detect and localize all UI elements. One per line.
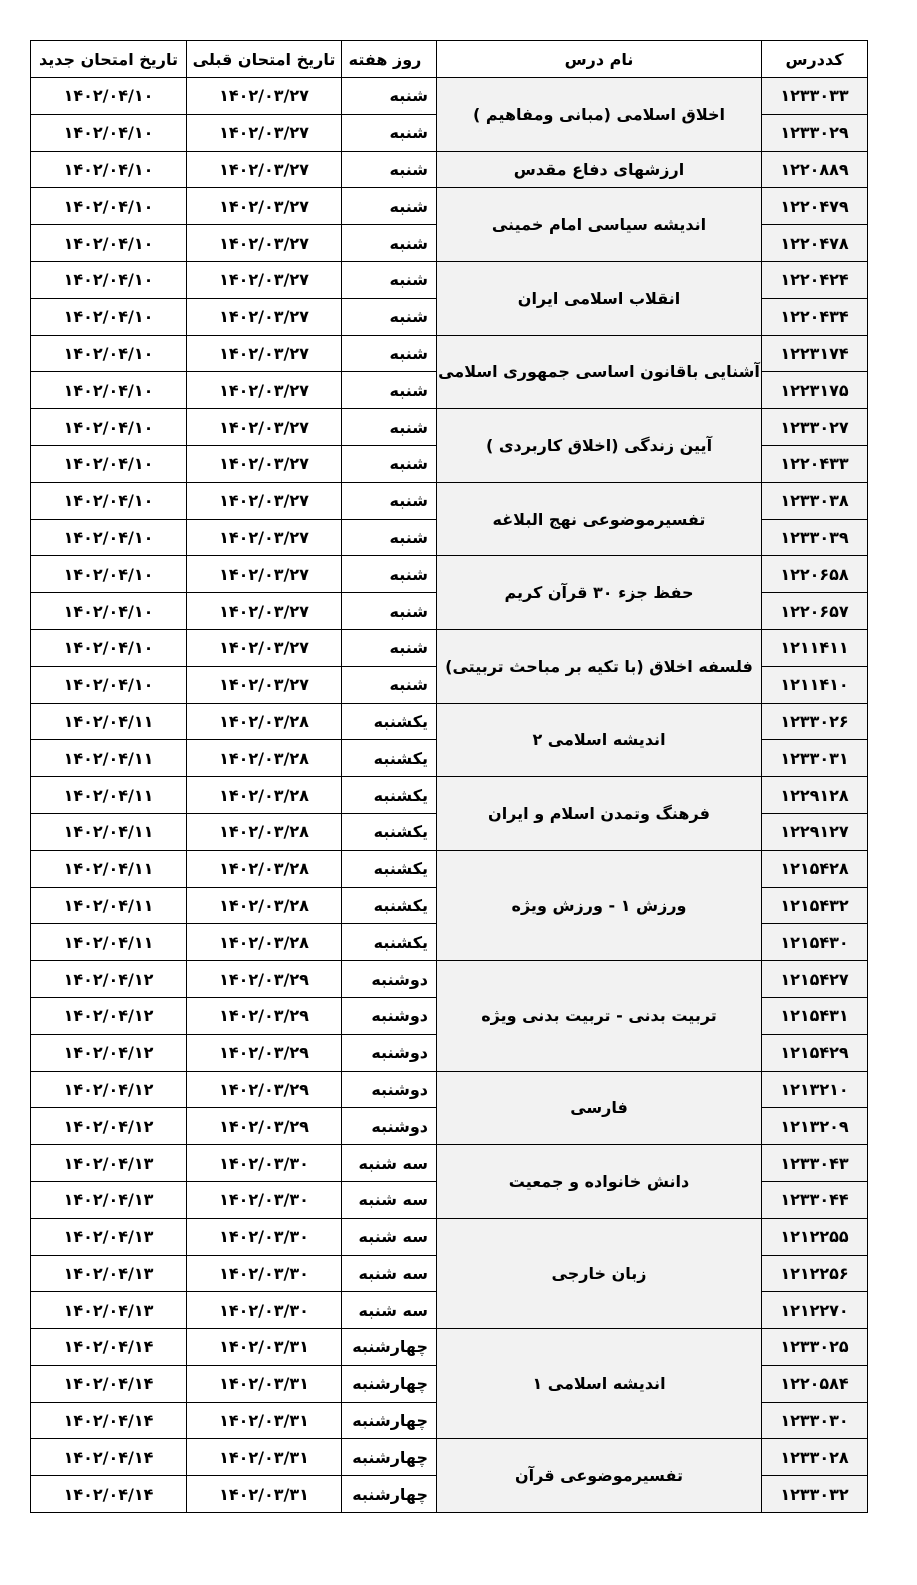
weekday: سه شنبه	[342, 1181, 437, 1218]
header-course-code: کددرس	[762, 41, 868, 78]
weekday: شنبه	[342, 335, 437, 372]
new-exam-date: ۱۴۰۲/۰۴/۱۰	[31, 335, 187, 372]
course-name: اخلاق اسلامی (مبانی ومفاهیم )	[437, 78, 762, 152]
course-code: ۱۲۱۲۲۵۶	[762, 1255, 868, 1292]
new-exam-date: ۱۴۰۲/۰۴/۱۴	[31, 1365, 187, 1402]
weekday: دوشنبه	[342, 961, 437, 998]
weekday: شنبه	[342, 151, 437, 188]
new-exam-date: ۱۴۰۲/۰۴/۱۱	[31, 813, 187, 850]
new-exam-date: ۱۴۰۲/۰۴/۱۴	[31, 1439, 187, 1476]
weekday: شنبه	[342, 482, 437, 519]
old-exam-date: ۱۴۰۲/۰۳/۳۱	[187, 1329, 342, 1366]
course-code: ۱۲۲۰۴۲۴	[762, 261, 868, 298]
new-exam-date: ۱۴۰۲/۰۴/۱۰	[31, 78, 187, 115]
course-code: ۱۲۱۵۴۳۲	[762, 887, 868, 924]
course-code: ۱۲۲۳۱۷۵	[762, 372, 868, 409]
header-row	[31, 41, 868, 78]
table-row	[31, 1145, 868, 1182]
weekday: شنبه	[342, 409, 437, 446]
old-exam-date: ۱۴۰۲/۰۳/۲۹	[187, 961, 342, 998]
course-code: ۱۲۳۳۰۲۹	[762, 114, 868, 151]
new-exam-date: ۱۴۰۲/۰۴/۱۴	[31, 1329, 187, 1366]
course-code: ۱۲۳۳۰۳۸	[762, 482, 868, 519]
weekday: شنبه	[342, 593, 437, 630]
course-name: ارزشهای دفاع مقدس	[437, 151, 762, 188]
weekday: یکشنبه	[342, 703, 437, 740]
old-exam-date: ۱۴۰۲/۰۳/۲۷	[187, 556, 342, 593]
new-exam-date: ۱۴۰۲/۰۴/۱۲	[31, 997, 187, 1034]
weekday: شنبه	[342, 556, 437, 593]
new-exam-date: ۱۴۰۲/۰۴/۱۰	[31, 372, 187, 409]
old-exam-date: ۱۴۰۲/۰۳/۲۷	[187, 225, 342, 262]
table-row	[31, 777, 868, 814]
new-exam-date: ۱۴۰۲/۰۴/۱۰	[31, 556, 187, 593]
new-exam-date: ۱۴۰۲/۰۴/۱۰	[31, 261, 187, 298]
new-exam-date: ۱۴۰۲/۰۴/۱۰	[31, 629, 187, 666]
weekday: شنبه	[342, 78, 437, 115]
old-exam-date: ۱۴۰۲/۰۳/۳۰	[187, 1292, 342, 1329]
weekday: شنبه	[342, 188, 437, 225]
new-exam-date: ۱۴۰۲/۰۴/۱۱	[31, 777, 187, 814]
course-name: آیین زندگی (اخلاق کاربردی )	[437, 409, 762, 483]
old-exam-date: ۱۴۰۲/۰۳/۲۷	[187, 445, 342, 482]
old-exam-date: ۱۴۰۲/۰۳/۳۰	[187, 1218, 342, 1255]
new-exam-date: ۱۴۰۲/۰۴/۱۱	[31, 850, 187, 887]
table-row	[31, 482, 868, 519]
old-exam-date: ۱۴۰۲/۰۳/۲۷	[187, 482, 342, 519]
new-exam-date: ۱۴۰۲/۰۴/۱۰	[31, 666, 187, 703]
new-exam-date: ۱۴۰۲/۰۴/۱۳	[31, 1218, 187, 1255]
course-code: ۱۲۳۳۰۳۱	[762, 740, 868, 777]
new-exam-date: ۱۴۰۲/۰۴/۱۰	[31, 445, 187, 482]
new-exam-date: ۱۴۰۲/۰۴/۱۳	[31, 1181, 187, 1218]
old-exam-date: ۱۴۰۲/۰۳/۲۷	[187, 188, 342, 225]
course-name: دانش خانواده و جمعیت	[437, 1145, 762, 1219]
table-row	[31, 335, 868, 372]
course-code: ۱۲۳۳۰۳۰	[762, 1402, 868, 1439]
weekday: شنبه	[342, 225, 437, 262]
weekday: شنبه	[342, 666, 437, 703]
weekday: شنبه	[342, 629, 437, 666]
course-code: ۱۲۳۳۰۴۳	[762, 1145, 868, 1182]
new-exam-date: ۱۴۰۲/۰۴/۱۰	[31, 225, 187, 262]
new-exam-date: ۱۴۰۲/۰۴/۱۰	[31, 188, 187, 225]
old-exam-date: ۱۴۰۲/۰۳/۲۹	[187, 1108, 342, 1145]
course-code: ۱۲۳۳۰۴۴	[762, 1181, 868, 1218]
course-code: ۱۲۱۳۲۱۰	[762, 1071, 868, 1108]
course-code: ۱۲۱۲۲۷۰	[762, 1292, 868, 1329]
weekday: شنبه	[342, 372, 437, 409]
weekday: شنبه	[342, 298, 437, 335]
course-code: ۱۲۳۳۰۲۵	[762, 1329, 868, 1366]
table-row	[31, 556, 868, 593]
table-row	[31, 1218, 868, 1255]
header-course-name: نام درس	[437, 41, 762, 78]
weekday: یکشنبه	[342, 887, 437, 924]
header-new-date: تاریخ امتحان جدید	[31, 41, 187, 78]
table-row	[31, 703, 868, 740]
course-code: ۱۲۱۱۴۱۰	[762, 666, 868, 703]
table-row	[31, 78, 868, 115]
new-exam-date: ۱۴۰۲/۰۴/۱۱	[31, 740, 187, 777]
new-exam-date: ۱۴۰۲/۰۴/۱۰	[31, 409, 187, 446]
new-exam-date: ۱۴۰۲/۰۴/۱۰	[31, 519, 187, 556]
old-exam-date: ۱۴۰۲/۰۳/۲۷	[187, 629, 342, 666]
course-name: تفسیرموضوعی نهج البلاغه	[437, 482, 762, 556]
new-exam-date: ۱۴۰۲/۰۴/۱۲	[31, 1034, 187, 1071]
old-exam-date: ۱۴۰۲/۰۳/۲۸	[187, 703, 342, 740]
weekday: شنبه	[342, 445, 437, 482]
weekday: چهارشنبه	[342, 1329, 437, 1366]
course-code: ۱۲۲۹۱۲۷	[762, 813, 868, 850]
new-exam-date: ۱۴۰۲/۰۴/۱۲	[31, 1071, 187, 1108]
old-exam-date: ۱۴۰۲/۰۳/۲۸	[187, 924, 342, 961]
table-row	[31, 961, 868, 998]
table-row	[31, 629, 868, 666]
weekday: دوشنبه	[342, 1034, 437, 1071]
course-code: ۱۲۲۳۱۷۴	[762, 335, 868, 372]
new-exam-date: ۱۴۰۲/۰۴/۱۰	[31, 593, 187, 630]
course-name: اندیشه سیاسی امام خمینی	[437, 188, 762, 262]
table-row	[31, 261, 868, 298]
course-code: ۱۲۱۵۴۳۱	[762, 997, 868, 1034]
old-exam-date: ۱۴۰۲/۰۳/۲۷	[187, 409, 342, 446]
table-row	[31, 409, 868, 446]
weekday: یکشنبه	[342, 924, 437, 961]
old-exam-date: ۱۴۰۲/۰۳/۲۷	[187, 261, 342, 298]
course-code: ۱۲۱۱۴۱۱	[762, 629, 868, 666]
table-header	[31, 41, 868, 78]
course-code: ۱۲۲۰۴۳۴	[762, 298, 868, 335]
course-name: فلسفه اخلاق (با تکیه بر مباحث تربیتی)	[437, 629, 762, 703]
weekday: دوشنبه	[342, 1071, 437, 1108]
course-name: فارسی	[437, 1071, 762, 1145]
new-exam-date: ۱۴۰۲/۰۴/۱۲	[31, 1108, 187, 1145]
table-body	[31, 78, 868, 1513]
course-name: آشنایی باقانون اساسی جمهوری اسلامی	[437, 335, 762, 409]
course-name: زبان خارجی	[437, 1218, 762, 1328]
weekday: یکشنبه	[342, 813, 437, 850]
weekday: سه شنبه	[342, 1292, 437, 1329]
weekday: دوشنبه	[342, 997, 437, 1034]
course-name: اندیشه اسلامی ۱	[437, 1329, 762, 1439]
new-exam-date: ۱۴۰۲/۰۴/۱۰	[31, 151, 187, 188]
old-exam-date: ۱۴۰۲/۰۳/۳۰	[187, 1255, 342, 1292]
table-row	[31, 188, 868, 225]
course-code: ۱۲۲۰۴۷۹	[762, 188, 868, 225]
course-code: ۱۲۱۳۲۰۹	[762, 1108, 868, 1145]
new-exam-date: ۱۴۰۲/۰۴/۱۰	[31, 114, 187, 151]
old-exam-date: ۱۴۰۲/۰۳/۲۷	[187, 593, 342, 630]
table-row	[31, 1439, 868, 1476]
course-code: ۱۲۲۰۵۸۴	[762, 1365, 868, 1402]
old-exam-date: ۱۴۰۲/۰۳/۲۸	[187, 887, 342, 924]
weekday: سه شنبه	[342, 1255, 437, 1292]
new-exam-date: ۱۴۰۲/۰۴/۱۰	[31, 298, 187, 335]
old-exam-date: ۱۴۰۲/۰۳/۲۷	[187, 372, 342, 409]
old-exam-date: ۱۴۰۲/۰۳/۲۸	[187, 850, 342, 887]
exam-schedule-table	[30, 40, 868, 1513]
old-exam-date: ۱۴۰۲/۰۳/۲۷	[187, 519, 342, 556]
table-row	[31, 850, 868, 887]
weekday: شنبه	[342, 261, 437, 298]
old-exam-date: ۱۴۰۲/۰۳/۲۹	[187, 1071, 342, 1108]
weekday: چهارشنبه	[342, 1402, 437, 1439]
new-exam-date: ۱۴۰۲/۰۴/۱۴	[31, 1476, 187, 1513]
course-name: تربیت بدنی - تربیت بدنی ویژه	[437, 961, 762, 1071]
course-code: ۱۲۲۰۸۸۹	[762, 151, 868, 188]
table-row	[31, 1329, 868, 1366]
weekday: شنبه	[342, 519, 437, 556]
new-exam-date: ۱۴۰۲/۰۴/۱۳	[31, 1292, 187, 1329]
course-code: ۱۲۱۲۲۵۵	[762, 1218, 868, 1255]
new-exam-date: ۱۴۰۲/۰۴/۱۳	[31, 1145, 187, 1182]
new-exam-date: ۱۴۰۲/۰۴/۱۴	[31, 1402, 187, 1439]
old-exam-date: ۱۴۰۲/۰۳/۳۱	[187, 1439, 342, 1476]
old-exam-date: ۱۴۰۲/۰۳/۲۸	[187, 813, 342, 850]
course-code: ۱۲۳۳۰۳۹	[762, 519, 868, 556]
weekday: سه شنبه	[342, 1218, 437, 1255]
weekday: یکشنبه	[342, 850, 437, 887]
weekday: چهارشنبه	[342, 1365, 437, 1402]
header-day: روز هفته	[342, 41, 437, 78]
course-name: اندیشه اسلامی ۲	[437, 703, 762, 777]
old-exam-date: ۱۴۰۲/۰۳/۲۷	[187, 151, 342, 188]
weekday: شنبه	[342, 114, 437, 151]
course-code: ۱۲۲۰۴۳۳	[762, 445, 868, 482]
course-name: ورزش ۱ - ورزش ویژه	[437, 850, 762, 960]
old-exam-date: ۱۴۰۲/۰۳/۳۱	[187, 1365, 342, 1402]
old-exam-date: ۱۴۰۲/۰۳/۲۹	[187, 1034, 342, 1071]
old-exam-date: ۱۴۰۲/۰۳/۳۰	[187, 1181, 342, 1218]
course-name: فرهنگ وتمدن اسلام و ایران	[437, 777, 762, 851]
course-code: ۱۲۲۰۶۵۸	[762, 556, 868, 593]
weekday: سه شنبه	[342, 1145, 437, 1182]
course-code: ۱۲۱۵۴۳۰	[762, 924, 868, 961]
old-exam-date: ۱۴۰۲/۰۳/۲۷	[187, 78, 342, 115]
old-exam-date: ۱۴۰۲/۰۳/۲۷	[187, 298, 342, 335]
header-old-date: تاریخ امتحان قبلی	[187, 41, 342, 78]
new-exam-date: ۱۴۰۲/۰۴/۱۲	[31, 961, 187, 998]
old-exam-date: ۱۴۰۲/۰۳/۲۸	[187, 740, 342, 777]
old-exam-date: ۱۴۰۲/۰۳/۲۷	[187, 114, 342, 151]
new-exam-date: ۱۴۰۲/۰۴/۱۱	[31, 924, 187, 961]
old-exam-date: ۱۴۰۲/۰۳/۳۰	[187, 1145, 342, 1182]
weekday: یکشنبه	[342, 740, 437, 777]
course-code: ۱۲۳۳۰۳۳	[762, 78, 868, 115]
old-exam-date: ۱۴۰۲/۰۳/۲۷	[187, 666, 342, 703]
course-name: انقلاب اسلامی ایران	[437, 261, 762, 335]
old-exam-date: ۱۴۰۲/۰۳/۳۱	[187, 1476, 342, 1513]
table-row	[31, 1071, 868, 1108]
course-code: ۱۲۳۳۰۲۶	[762, 703, 868, 740]
course-code: ۱۲۳۳۰۲۸	[762, 1439, 868, 1476]
course-code: ۱۲۲۹۱۲۸	[762, 777, 868, 814]
course-name: تفسیرموضوعی قرآن	[437, 1439, 762, 1513]
new-exam-date: ۱۴۰۲/۰۴/۱۱	[31, 703, 187, 740]
course-name: حفظ جزء ۳۰ قرآن کریم	[437, 556, 762, 630]
course-code: ۱۲۲۰۶۵۷	[762, 593, 868, 630]
old-exam-date: ۱۴۰۲/۰۳/۳۱	[187, 1402, 342, 1439]
course-code: ۱۲۳۳۰۲۷	[762, 409, 868, 446]
new-exam-date: ۱۴۰۲/۰۴/۱۱	[31, 887, 187, 924]
course-code: ۱۲۱۵۴۲۸	[762, 850, 868, 887]
new-exam-date: ۱۴۰۲/۰۴/۱۰	[31, 482, 187, 519]
old-exam-date: ۱۴۰۲/۰۳/۲۷	[187, 335, 342, 372]
weekday: چهارشنبه	[342, 1476, 437, 1513]
old-exam-date: ۱۴۰۲/۰۳/۲۸	[187, 777, 342, 814]
weekday: چهارشنبه	[342, 1439, 437, 1476]
course-code: ۱۲۲۰۴۷۸	[762, 225, 868, 262]
table-row	[31, 151, 868, 188]
weekday: یکشنبه	[342, 777, 437, 814]
course-code: ۱۲۳۳۰۳۲	[762, 1476, 868, 1513]
course-code: ۱۲۱۵۴۲۹	[762, 1034, 868, 1071]
course-code: ۱۲۱۵۴۲۷	[762, 961, 868, 998]
weekday: دوشنبه	[342, 1108, 437, 1145]
old-exam-date: ۱۴۰۲/۰۳/۲۹	[187, 997, 342, 1034]
new-exam-date: ۱۴۰۲/۰۴/۱۳	[31, 1255, 187, 1292]
